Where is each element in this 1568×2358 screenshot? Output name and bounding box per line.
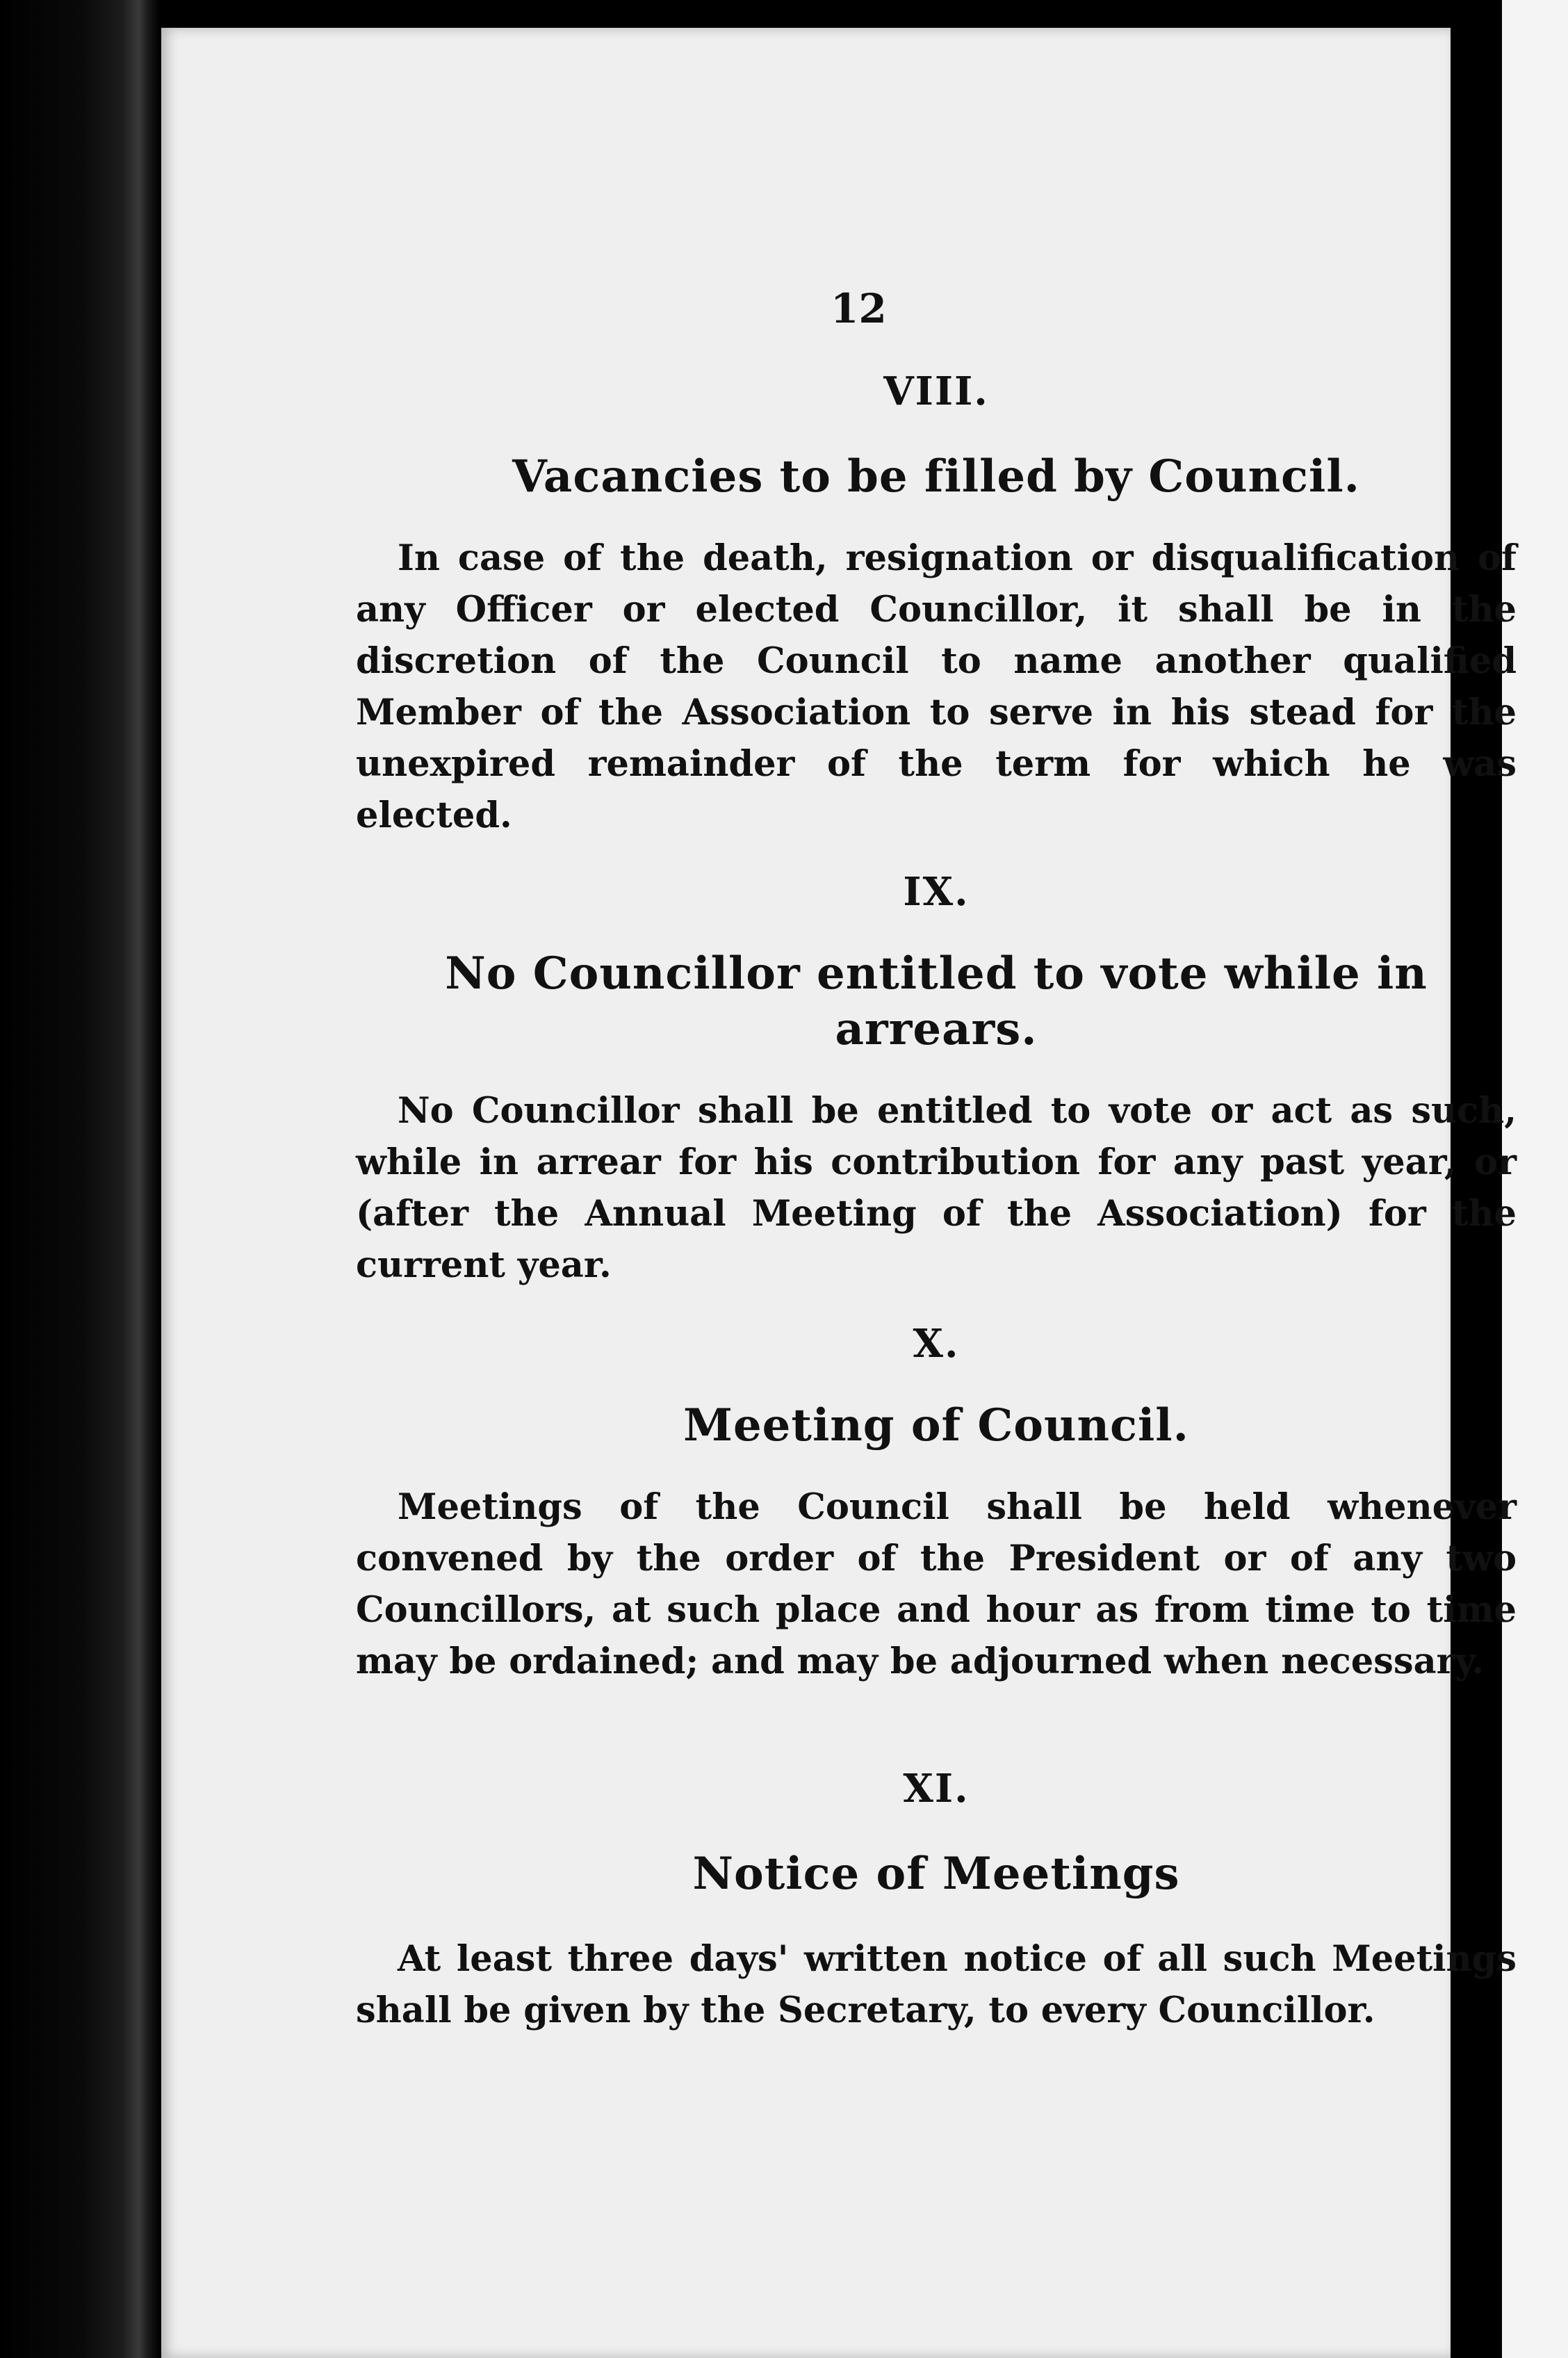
page-number: 12 [831, 285, 887, 332]
section-heading: No Councillor entitled to vote while in arrears. [445, 948, 1428, 1055]
section-body: No Councillor shall be entitled to vote or act as such, while in arrear for his contribution for any past year, or (after the Annual Meeting of the Association) for the current year. [356, 1090, 1517, 1286]
book-binding-edge [0, 0, 160, 2358]
section-number: IX. [903, 869, 970, 915]
section-body: Meetings of the Council shall be held whenever convened by the order of the President or of any two Councillors, at such place and hour as from time to time may be ordained; and may be adjourned when necessary. [356, 1486, 1517, 1682]
section-xi [356, 1766, 1517, 2036]
section-x [356, 1321, 1517, 1687]
section-body: In case of the death, resignation or disqualification of any Officer or elected Councillor, it shall be in the discretion of the Council to name another qualified Member of the Association to serve in his stead for the unexpired remainder of the term for which he was elected. [356, 537, 1517, 836]
section-viii [356, 368, 1517, 841]
section-heading: Meeting of Council. [683, 1399, 1189, 1452]
section-body: At least three days' written notice of all such Meetings shall be given by the Secretary, to every Councillor. [356, 1938, 1517, 2031]
section-heading: Vacancies to be filled by Council. [512, 450, 1360, 503]
section-heading: Notice of Meetings [692, 1848, 1180, 1900]
section-number: XI. [903, 1766, 970, 1812]
section-ix [356, 869, 1517, 1291]
section-number: X. [913, 1321, 960, 1367]
section-number: VIII. [883, 368, 989, 414]
document-page [161, 28, 1517, 2358]
